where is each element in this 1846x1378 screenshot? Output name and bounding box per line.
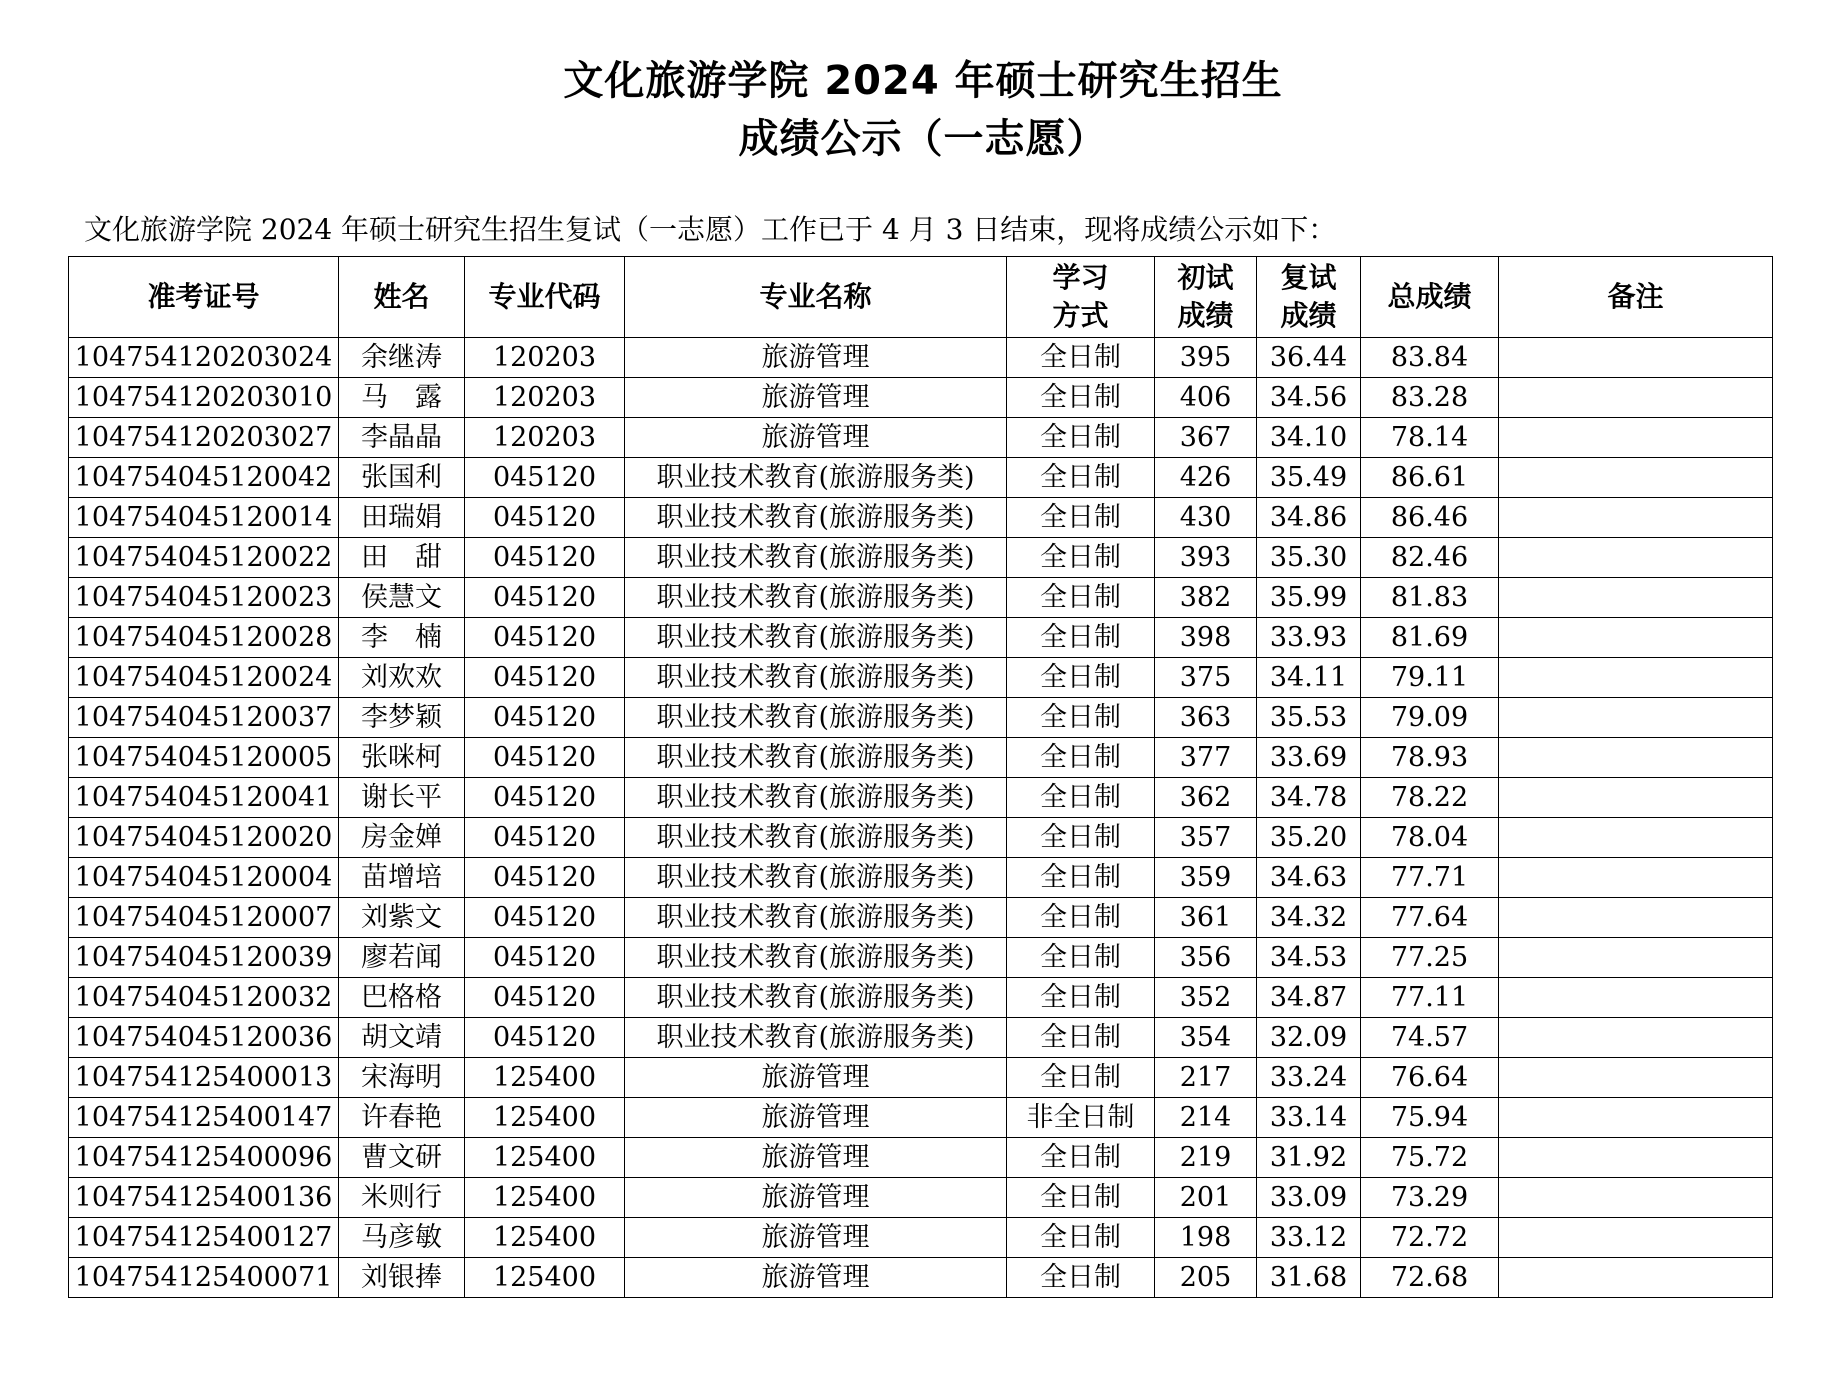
cell-retest-score: 34.87 bbox=[1257, 978, 1361, 1018]
cell-major-code: 125400 bbox=[465, 1058, 625, 1098]
cell-name: 房金婵 bbox=[339, 818, 465, 858]
header-study-mode-line2: 方式 bbox=[1052, 299, 1109, 332]
cell-prelim-score: 395 bbox=[1155, 338, 1257, 378]
cell-id: 104754045120024 bbox=[69, 658, 339, 698]
table-row bbox=[69, 378, 1773, 418]
cell-study-mode: 全日制 bbox=[1007, 1258, 1155, 1298]
cell-study-mode: 全日制 bbox=[1007, 898, 1155, 938]
cell-total-score: 83.84 bbox=[1361, 338, 1499, 378]
cell-name: 刘欢欢 bbox=[339, 658, 465, 698]
cell-id: 104754045120037 bbox=[69, 698, 339, 738]
cell-study-mode: 全日制 bbox=[1007, 378, 1155, 418]
cell-major-name: 职业技术教育(旅游服务类) bbox=[625, 858, 1007, 898]
table-row bbox=[69, 418, 1773, 458]
cell-name: 余继涛 bbox=[339, 338, 465, 378]
cell-major-name: 旅游管理 bbox=[625, 378, 1007, 418]
cell-id: 104754045120004 bbox=[69, 858, 339, 898]
cell-total-score: 78.93 bbox=[1361, 738, 1499, 778]
cell-prelim-score: 377 bbox=[1155, 738, 1257, 778]
table-row bbox=[69, 458, 1773, 498]
table-row bbox=[69, 1138, 1773, 1178]
cell-remarks bbox=[1499, 538, 1773, 578]
cell-major-code: 045120 bbox=[465, 898, 625, 938]
cell-remarks bbox=[1499, 1258, 1773, 1298]
cell-remarks bbox=[1499, 338, 1773, 378]
cell-total-score: 77.25 bbox=[1361, 938, 1499, 978]
cell-major-code: 120203 bbox=[465, 378, 625, 418]
cell-major-name: 旅游管理 bbox=[625, 1138, 1007, 1178]
cell-total-score: 76.64 bbox=[1361, 1058, 1499, 1098]
cell-prelim-score: 398 bbox=[1155, 618, 1257, 658]
cell-retest-score: 34.11 bbox=[1257, 658, 1361, 698]
cell-major-name: 职业技术教育(旅游服务类) bbox=[625, 1018, 1007, 1058]
cell-id: 104754125400127 bbox=[69, 1218, 339, 1258]
cell-prelim-score: 217 bbox=[1155, 1058, 1257, 1098]
cell-name: 巴格格 bbox=[339, 978, 465, 1018]
cell-id: 104754045120005 bbox=[69, 738, 339, 778]
cell-major-code: 125400 bbox=[465, 1258, 625, 1298]
cell-name: 侯慧文 bbox=[339, 578, 465, 618]
cell-name: 马彦敏 bbox=[339, 1218, 465, 1258]
cell-total-score: 72.68 bbox=[1361, 1258, 1499, 1298]
table-row bbox=[69, 698, 1773, 738]
cell-name: 张咪柯 bbox=[339, 738, 465, 778]
cell-retest-score: 33.14 bbox=[1257, 1098, 1361, 1138]
cell-major-code: 045120 bbox=[465, 938, 625, 978]
cell-retest-score: 32.09 bbox=[1257, 1018, 1361, 1058]
table-body bbox=[69, 338, 1773, 1298]
cell-name: 许春艳 bbox=[339, 1098, 465, 1138]
cell-major-code: 045120 bbox=[465, 1018, 625, 1058]
cell-study-mode: 全日制 bbox=[1007, 978, 1155, 1018]
cell-major-code: 125400 bbox=[465, 1178, 625, 1218]
cell-retest-score: 34.10 bbox=[1257, 418, 1361, 458]
cell-total-score: 81.83 bbox=[1361, 578, 1499, 618]
cell-name: 刘紫文 bbox=[339, 898, 465, 938]
cell-study-mode: 全日制 bbox=[1007, 1138, 1155, 1178]
table-row bbox=[69, 338, 1773, 378]
header-id: 准考证号 bbox=[69, 257, 339, 338]
cell-remarks bbox=[1499, 618, 1773, 658]
header-prelim-line2: 成绩 bbox=[1177, 299, 1234, 332]
table-row bbox=[69, 1218, 1773, 1258]
cell-study-mode: 全日制 bbox=[1007, 658, 1155, 698]
cell-major-code: 045120 bbox=[465, 498, 625, 538]
cell-remarks bbox=[1499, 1018, 1773, 1058]
cell-prelim-score: 214 bbox=[1155, 1098, 1257, 1138]
cell-major-name: 职业技术教育(旅游服务类) bbox=[625, 458, 1007, 498]
cell-id: 104754045120032 bbox=[69, 978, 339, 1018]
cell-major-code: 045120 bbox=[465, 698, 625, 738]
cell-major-code: 045120 bbox=[465, 858, 625, 898]
cell-major-code: 045120 bbox=[465, 458, 625, 498]
cell-retest-score: 34.32 bbox=[1257, 898, 1361, 938]
cell-total-score: 77.64 bbox=[1361, 898, 1499, 938]
cell-major-code: 125400 bbox=[465, 1138, 625, 1178]
cell-id: 104754045120007 bbox=[69, 898, 339, 938]
cell-major-name: 职业技术教育(旅游服务类) bbox=[625, 898, 1007, 938]
table-row bbox=[69, 578, 1773, 618]
cell-name: 李晶晶 bbox=[339, 418, 465, 458]
cell-id: 104754125400096 bbox=[69, 1138, 339, 1178]
cell-retest-score: 33.93 bbox=[1257, 618, 1361, 658]
cell-study-mode: 全日制 bbox=[1007, 818, 1155, 858]
cell-name: 李梦颖 bbox=[339, 698, 465, 738]
cell-study-mode: 全日制 bbox=[1007, 938, 1155, 978]
cell-remarks bbox=[1499, 1138, 1773, 1178]
cell-prelim-score: 357 bbox=[1155, 818, 1257, 858]
header-remarks: 备注 bbox=[1499, 257, 1773, 338]
table-row bbox=[69, 938, 1773, 978]
cell-name: 田 甜 bbox=[339, 538, 465, 578]
cell-id: 104754045120028 bbox=[69, 618, 339, 658]
cell-remarks bbox=[1499, 938, 1773, 978]
cell-retest-score: 31.68 bbox=[1257, 1258, 1361, 1298]
cell-major-name: 职业技术教育(旅游服务类) bbox=[625, 658, 1007, 698]
table-row bbox=[69, 978, 1773, 1018]
cell-id: 104754045120036 bbox=[69, 1018, 339, 1058]
cell-remarks bbox=[1499, 1058, 1773, 1098]
page-title: 文化旅游学院 2024 年硕士研究生招生 bbox=[563, 58, 1283, 104]
cell-name: 张国利 bbox=[339, 458, 465, 498]
cell-remarks bbox=[1499, 578, 1773, 618]
cell-total-score: 75.94 bbox=[1361, 1098, 1499, 1138]
cell-retest-score: 34.56 bbox=[1257, 378, 1361, 418]
table-row bbox=[69, 858, 1773, 898]
cell-major-name: 职业技术教育(旅游服务类) bbox=[625, 938, 1007, 978]
cell-retest-score: 35.49 bbox=[1257, 458, 1361, 498]
header-total-score: 总成绩 bbox=[1361, 257, 1499, 338]
cell-remarks bbox=[1499, 458, 1773, 498]
cell-remarks bbox=[1499, 738, 1773, 778]
cell-major-name: 旅游管理 bbox=[625, 1258, 1007, 1298]
cell-study-mode: 全日制 bbox=[1007, 458, 1155, 498]
cell-prelim-score: 219 bbox=[1155, 1138, 1257, 1178]
cell-study-mode: 全日制 bbox=[1007, 418, 1155, 458]
header-study-mode-line1: 学习 bbox=[1052, 261, 1109, 294]
header-prelim-score bbox=[1155, 257, 1257, 338]
header-major-name: 专业名称 bbox=[625, 257, 1007, 338]
cell-major-name: 旅游管理 bbox=[625, 1098, 1007, 1138]
table-row bbox=[69, 1018, 1773, 1058]
cell-name: 田瑞娟 bbox=[339, 498, 465, 538]
cell-total-score: 86.61 bbox=[1361, 458, 1499, 498]
cell-major-name: 职业技术教育(旅游服务类) bbox=[625, 538, 1007, 578]
header-name: 姓名 bbox=[339, 257, 465, 338]
header-prelim-line1: 初试 bbox=[1177, 261, 1234, 294]
cell-id: 104754120203027 bbox=[69, 418, 339, 458]
cell-total-score: 78.14 bbox=[1361, 418, 1499, 458]
table-row bbox=[69, 538, 1773, 578]
cell-prelim-score: 367 bbox=[1155, 418, 1257, 458]
cell-name: 苗增培 bbox=[339, 858, 465, 898]
cell-retest-score: 34.53 bbox=[1257, 938, 1361, 978]
table-row bbox=[69, 778, 1773, 818]
cell-prelim-score: 198 bbox=[1155, 1218, 1257, 1258]
cell-study-mode: 全日制 bbox=[1007, 538, 1155, 578]
cell-retest-score: 36.44 bbox=[1257, 338, 1361, 378]
cell-prelim-score: 361 bbox=[1155, 898, 1257, 938]
table-header-row bbox=[69, 257, 1773, 338]
cell-remarks bbox=[1499, 418, 1773, 458]
cell-retest-score: 33.12 bbox=[1257, 1218, 1361, 1258]
cell-total-score: 74.57 bbox=[1361, 1018, 1499, 1058]
cell-id: 104754045120042 bbox=[69, 458, 339, 498]
cell-id: 104754125400013 bbox=[69, 1058, 339, 1098]
cell-major-name: 旅游管理 bbox=[625, 338, 1007, 378]
cell-study-mode: 全日制 bbox=[1007, 858, 1155, 898]
cell-name: 廖若闻 bbox=[339, 938, 465, 978]
cell-id: 104754120203024 bbox=[69, 338, 339, 378]
cell-major-name: 职业技术教育(旅游服务类) bbox=[625, 698, 1007, 738]
table-row bbox=[69, 498, 1773, 538]
cell-remarks bbox=[1499, 778, 1773, 818]
cell-prelim-score: 359 bbox=[1155, 858, 1257, 898]
cell-major-code: 045120 bbox=[465, 818, 625, 858]
cell-study-mode: 全日制 bbox=[1007, 778, 1155, 818]
table-row bbox=[69, 658, 1773, 698]
cell-id: 104754125400071 bbox=[69, 1258, 339, 1298]
cell-id: 104754045120041 bbox=[69, 778, 339, 818]
cell-prelim-score: 352 bbox=[1155, 978, 1257, 1018]
cell-study-mode: 全日制 bbox=[1007, 738, 1155, 778]
cell-major-name: 职业技术教育(旅游服务类) bbox=[625, 738, 1007, 778]
cell-id: 104754045120014 bbox=[69, 498, 339, 538]
scores-table bbox=[68, 256, 1773, 1298]
table-row bbox=[69, 1258, 1773, 1298]
cell-major-code: 125400 bbox=[465, 1098, 625, 1138]
cell-study-mode: 全日制 bbox=[1007, 498, 1155, 538]
cell-id: 104754045120023 bbox=[69, 578, 339, 618]
cell-name: 胡文靖 bbox=[339, 1018, 465, 1058]
cell-remarks bbox=[1499, 698, 1773, 738]
cell-major-name: 职业技术教育(旅游服务类) bbox=[625, 978, 1007, 1018]
cell-retest-score: 33.24 bbox=[1257, 1058, 1361, 1098]
header-retest-line1: 复试 bbox=[1280, 261, 1337, 294]
cell-major-code: 120203 bbox=[465, 338, 625, 378]
cell-name: 李 楠 bbox=[339, 618, 465, 658]
cell-major-name: 职业技术教育(旅游服务类) bbox=[625, 498, 1007, 538]
cell-study-mode: 全日制 bbox=[1007, 1058, 1155, 1098]
table-row bbox=[69, 1178, 1773, 1218]
cell-total-score: 86.46 bbox=[1361, 498, 1499, 538]
cell-major-name: 职业技术教育(旅游服务类) bbox=[625, 818, 1007, 858]
cell-name: 米则行 bbox=[339, 1178, 465, 1218]
cell-major-code: 045120 bbox=[465, 618, 625, 658]
cell-major-code: 045120 bbox=[465, 658, 625, 698]
cell-retest-score: 35.53 bbox=[1257, 698, 1361, 738]
header-study-mode bbox=[1007, 257, 1155, 338]
cell-study-mode: 非全日制 bbox=[1007, 1098, 1155, 1138]
cell-remarks bbox=[1499, 898, 1773, 938]
cell-name: 宋海明 bbox=[339, 1058, 465, 1098]
cell-major-name: 旅游管理 bbox=[625, 1058, 1007, 1098]
cell-study-mode: 全日制 bbox=[1007, 338, 1155, 378]
cell-name: 刘银捧 bbox=[339, 1258, 465, 1298]
cell-prelim-score: 375 bbox=[1155, 658, 1257, 698]
cell-remarks bbox=[1499, 658, 1773, 698]
cell-study-mode: 全日制 bbox=[1007, 1218, 1155, 1258]
cell-retest-score: 34.63 bbox=[1257, 858, 1361, 898]
cell-name: 曹文研 bbox=[339, 1138, 465, 1178]
cell-major-name: 旅游管理 bbox=[625, 1178, 1007, 1218]
cell-major-name: 职业技术教育(旅游服务类) bbox=[625, 778, 1007, 818]
cell-prelim-score: 201 bbox=[1155, 1178, 1257, 1218]
cell-id: 104754125400136 bbox=[69, 1178, 339, 1218]
table-row bbox=[69, 818, 1773, 858]
cell-study-mode: 全日制 bbox=[1007, 1178, 1155, 1218]
cell-major-code: 120203 bbox=[465, 418, 625, 458]
cell-major-name: 职业技术教育(旅游服务类) bbox=[625, 618, 1007, 658]
header-retest-line2: 成绩 bbox=[1280, 299, 1337, 332]
cell-remarks bbox=[1499, 858, 1773, 898]
cell-total-score: 78.22 bbox=[1361, 778, 1499, 818]
cell-retest-score: 34.78 bbox=[1257, 778, 1361, 818]
cell-prelim-score: 356 bbox=[1155, 938, 1257, 978]
cell-study-mode: 全日制 bbox=[1007, 1018, 1155, 1058]
cell-id: 104754045120039 bbox=[69, 938, 339, 978]
cell-retest-score: 33.09 bbox=[1257, 1178, 1361, 1218]
cell-major-code: 045120 bbox=[465, 778, 625, 818]
cell-major-name: 旅游管理 bbox=[625, 418, 1007, 458]
cell-prelim-score: 393 bbox=[1155, 538, 1257, 578]
cell-major-code: 125400 bbox=[465, 1218, 625, 1258]
cell-total-score: 73.29 bbox=[1361, 1178, 1499, 1218]
cell-total-score: 83.28 bbox=[1361, 378, 1499, 418]
cell-total-score: 77.11 bbox=[1361, 978, 1499, 1018]
cell-total-score: 81.69 bbox=[1361, 618, 1499, 658]
cell-remarks bbox=[1499, 1098, 1773, 1138]
cell-retest-score: 34.86 bbox=[1257, 498, 1361, 538]
cell-id: 104754045120022 bbox=[69, 538, 339, 578]
cell-prelim-score: 430 bbox=[1155, 498, 1257, 538]
cell-name: 谢长平 bbox=[339, 778, 465, 818]
cell-retest-score: 35.20 bbox=[1257, 818, 1361, 858]
cell-study-mode: 全日制 bbox=[1007, 698, 1155, 738]
cell-prelim-score: 426 bbox=[1155, 458, 1257, 498]
table-row bbox=[69, 898, 1773, 938]
cell-retest-score: 33.69 bbox=[1257, 738, 1361, 778]
intro-text: 文化旅游学院 2024 年硕士研究生招生复试（一志愿）工作已于 4 月 3 日结束，现将成绩公示如下： bbox=[84, 213, 1337, 246]
cell-name: 马 露 bbox=[339, 378, 465, 418]
cell-remarks bbox=[1499, 1218, 1773, 1258]
cell-id: 104754045120020 bbox=[69, 818, 339, 858]
cell-total-score: 77.71 bbox=[1361, 858, 1499, 898]
cell-remarks bbox=[1499, 1178, 1773, 1218]
cell-total-score: 79.09 bbox=[1361, 698, 1499, 738]
cell-major-code: 045120 bbox=[465, 738, 625, 778]
cell-total-score: 79.11 bbox=[1361, 658, 1499, 698]
cell-total-score: 75.72 bbox=[1361, 1138, 1499, 1178]
cell-total-score: 72.72 bbox=[1361, 1218, 1499, 1258]
cell-study-mode: 全日制 bbox=[1007, 618, 1155, 658]
table-row bbox=[69, 618, 1773, 658]
cell-remarks bbox=[1499, 498, 1773, 538]
cell-remarks bbox=[1499, 818, 1773, 858]
cell-prelim-score: 362 bbox=[1155, 778, 1257, 818]
header-retest-score bbox=[1257, 257, 1361, 338]
cell-major-code: 045120 bbox=[465, 978, 625, 1018]
table-row bbox=[69, 1098, 1773, 1138]
cell-retest-score: 31.92 bbox=[1257, 1138, 1361, 1178]
cell-prelim-score: 406 bbox=[1155, 378, 1257, 418]
cell-remarks bbox=[1499, 378, 1773, 418]
cell-major-name: 旅游管理 bbox=[625, 1218, 1007, 1258]
cell-id: 104754125400147 bbox=[69, 1098, 339, 1138]
cell-total-score: 78.04 bbox=[1361, 818, 1499, 858]
cell-remarks bbox=[1499, 978, 1773, 1018]
cell-id: 104754120203010 bbox=[69, 378, 339, 418]
cell-prelim-score: 354 bbox=[1155, 1018, 1257, 1058]
cell-retest-score: 35.99 bbox=[1257, 578, 1361, 618]
cell-retest-score: 35.30 bbox=[1257, 538, 1361, 578]
cell-total-score: 82.46 bbox=[1361, 538, 1499, 578]
table-row bbox=[69, 738, 1773, 778]
cell-study-mode: 全日制 bbox=[1007, 578, 1155, 618]
cell-major-code: 045120 bbox=[465, 578, 625, 618]
page-subtitle: 成绩公示（一志愿） bbox=[738, 116, 1108, 162]
cell-prelim-score: 363 bbox=[1155, 698, 1257, 738]
table-row bbox=[69, 1058, 1773, 1098]
cell-prelim-score: 382 bbox=[1155, 578, 1257, 618]
cell-major-name: 职业技术教育(旅游服务类) bbox=[625, 578, 1007, 618]
cell-prelim-score: 205 bbox=[1155, 1258, 1257, 1298]
header-major-code: 专业代码 bbox=[465, 257, 625, 338]
cell-major-code: 045120 bbox=[465, 538, 625, 578]
